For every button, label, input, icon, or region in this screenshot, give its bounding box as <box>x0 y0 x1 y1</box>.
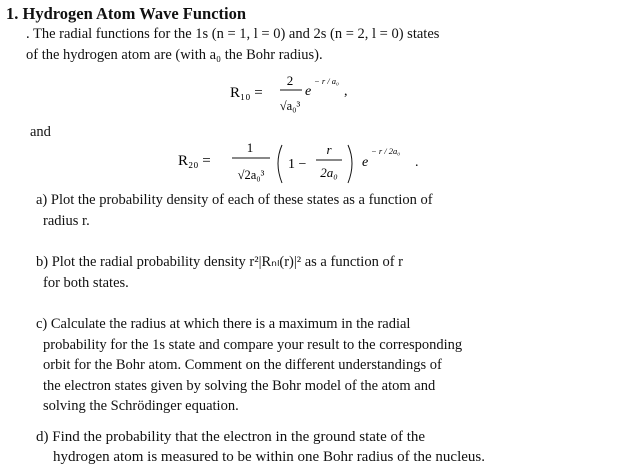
part-a <box>36 190 433 231</box>
part-d-line-1: d) Find the probability that the electron in the ground state of the <box>36 429 426 445</box>
part-b <box>36 252 403 293</box>
eq2-left-paren <box>278 145 282 183</box>
eq2-trail: . <box>415 155 419 170</box>
eq1-exponent: − r / a₀ <box>314 76 339 86</box>
part-d-line-2: hydrogen atom is measured to be within one Bohr radius of the nucleus. <box>53 449 485 465</box>
part-c-line-1: c) Calculate the radius at which there is a maximum in the radial <box>36 316 411 332</box>
part-c-line-3: orbit for the Bohr atom. Comment on the different understandings of <box>43 357 442 373</box>
eq2-numerator: 1 <box>246 140 254 155</box>
eq1-trail: , <box>344 84 348 99</box>
eq2-paren-denominator: 2a₀ <box>320 165 338 180</box>
eq2-paren-one: 1 − <box>288 157 307 172</box>
eq2-right-paren <box>348 145 352 183</box>
eq1-numerator: 2 <box>286 73 294 88</box>
intro-line-2: of the hydrogen atom are (with a₀ the Bohr radius). <box>26 47 323 63</box>
problem-title: 1. Hydrogen Atom Wave Function <box>6 4 247 23</box>
eq2-exponential: e <box>362 155 369 170</box>
part-a-line-1: a) Plot the probability density of each of these states as a function of <box>36 192 433 208</box>
eq2-lhs: R₂₀ = <box>178 153 211 169</box>
part-c-line-4: the electron states given by solving the Bohr model of the atom and <box>43 377 436 394</box>
part-c-line-5: solving the Schrödinger equation. <box>43 398 239 414</box>
part-b-line-2: for both states. <box>43 274 129 291</box>
problem-intro <box>26 24 440 66</box>
part-a-line-2: radius r. <box>43 212 90 229</box>
and-connector: and <box>30 124 51 140</box>
eq2-denominator: √2a₀³ <box>237 168 265 182</box>
eq1-lhs: R₁₀ = <box>230 85 263 101</box>
eq2-paren-numerator: r <box>326 142 332 157</box>
part-d <box>36 427 485 467</box>
eq1-denominator: √a₀³ <box>279 99 301 113</box>
part-c-line-2: probability for the 1s state and compare your result to the corresponding <box>43 336 463 353</box>
intro-line-1: . The radial functions for the 1s (n = 1, l = 0) and 2s (n = 2, l = 0) states <box>26 26 440 42</box>
eq2-exponent: − r / 2a₀ <box>371 146 401 156</box>
equation-r20 <box>178 139 438 187</box>
part-b-line-1: b) Plot the radial probability density r²|Rₙₗ(r)|² as a function of r <box>36 254 403 270</box>
eq1-exponential: e <box>305 84 312 99</box>
part-c <box>36 314 462 417</box>
equation-r10 <box>230 73 350 117</box>
